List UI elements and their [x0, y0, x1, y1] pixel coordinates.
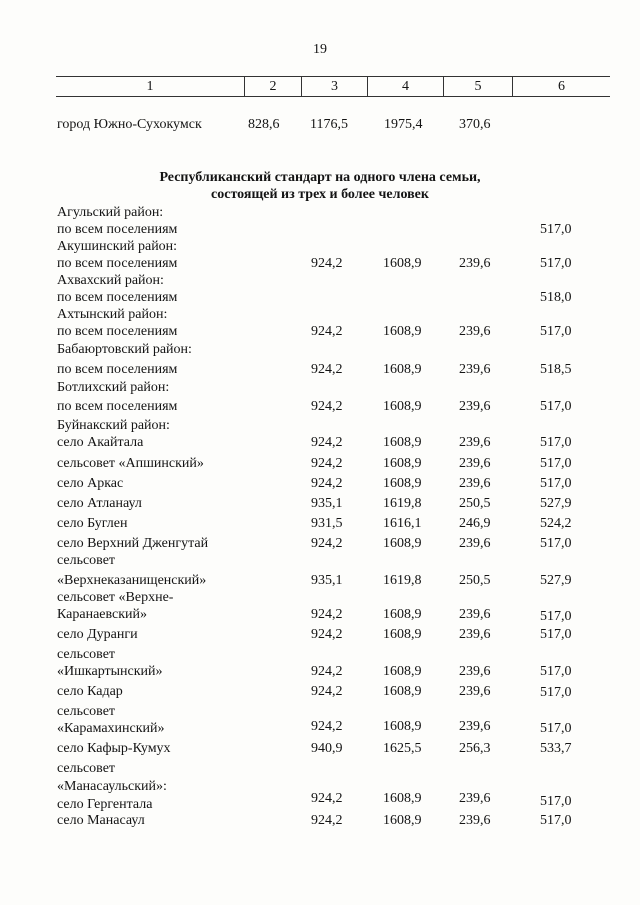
cell-col-4: 1616,1 [383, 516, 422, 531]
header-col-6: 6 [558, 79, 565, 94]
row-label: сельсовет [57, 553, 116, 568]
row-label: сельсовет «Апшинский» [57, 456, 204, 471]
row-label: «Верхнеказанищенский» [57, 573, 207, 588]
cell-col-3: 924,2 [311, 256, 343, 271]
row-label: село Верхний Дженгутай [57, 536, 209, 551]
cell-col-4: 1608,9 [383, 684, 422, 699]
cell-col-4: 1608,9 [383, 627, 422, 642]
cell-col-4: 1608,9 [383, 719, 422, 734]
cell-col-6: 518,5 [540, 362, 572, 377]
cell-col-6: 524,2 [540, 516, 572, 531]
cell-col-3: 924,2 [311, 399, 343, 414]
row-label: Ботлихский район: [57, 380, 170, 395]
row-label: по всем поселениям [57, 290, 178, 305]
row-label: «Карамахинский» [57, 721, 165, 736]
row-label: по всем поселениям [57, 362, 178, 377]
cell-col-3: 924,2 [311, 435, 343, 450]
cell-col-3: 924,2 [311, 813, 343, 828]
cell-col-4: 1608,9 [383, 362, 422, 377]
cell-col-5: 239,6 [459, 256, 491, 271]
cell-col-5: 239,6 [459, 607, 491, 622]
cell-col-5: 239,6 [459, 813, 491, 828]
cell-col-5: 246,9 [459, 516, 491, 531]
cell-col-5: 250,5 [459, 496, 491, 511]
cell-col-4: 1608,9 [383, 664, 422, 679]
cell-col-5: 239,6 [459, 627, 491, 642]
row-label: село Атланаул [57, 496, 142, 511]
cell-col-6: 517,0 [540, 813, 572, 828]
cell-col-5: 239,6 [459, 324, 491, 339]
cell-col-6: 517,0 [540, 685, 572, 700]
city-col-3: 1176,5 [310, 117, 348, 132]
row-label: село Акайтала [57, 435, 144, 450]
cell-col-6: 518,0 [540, 290, 572, 305]
row-label: село Манасаул [57, 813, 145, 828]
cell-col-5: 239,6 [459, 435, 491, 450]
row-label: сельсовет [57, 761, 116, 776]
row-label: Каранаевский» [57, 607, 148, 622]
page-number: 19 [313, 42, 327, 57]
row-label: село Дуранги [57, 627, 138, 642]
cell-col-4: 1608,9 [383, 791, 422, 806]
cell-col-3: 935,1 [311, 496, 343, 511]
cell-col-3: 931,5 [311, 516, 343, 531]
cell-col-4: 1608,9 [383, 476, 422, 491]
row-label: село Буглен [57, 516, 128, 531]
cell-col-5: 239,6 [459, 536, 491, 551]
city-col-4: 1975,4 [384, 117, 423, 132]
city-col-2: 828,6 [248, 117, 280, 132]
header-col-2: 2 [245, 77, 302, 96]
cell-col-4: 1608,9 [383, 399, 422, 414]
cell-col-5: 239,6 [459, 719, 491, 734]
row-label: сельсовет «Верхне- [57, 590, 174, 605]
row-label: Акушинский район: [57, 239, 178, 254]
header-col-5: 5 [444, 77, 513, 96]
cell-col-6: 527,9 [540, 573, 572, 588]
cell-col-5: 239,6 [459, 664, 491, 679]
row-label: «Манасаульский»: [57, 779, 167, 794]
header-col-3: 3 [302, 77, 368, 96]
cell-col-5: 239,6 [459, 362, 491, 377]
cell-col-6: 517,0 [540, 794, 572, 809]
cell-col-3: 924,2 [311, 719, 343, 734]
city-col-5: 370,6 [459, 117, 491, 132]
cell-col-4: 1608,9 [383, 435, 422, 450]
row-label: Ахвахский район: [57, 273, 164, 288]
cell-col-6: 517,0 [540, 456, 572, 471]
cell-col-6: 517,0 [540, 435, 572, 450]
cell-col-3: 924,2 [311, 324, 343, 339]
row-label: село Гергентала [57, 797, 153, 812]
cell-col-6: 517,0 [540, 627, 572, 642]
cell-col-6: 527,9 [540, 496, 572, 511]
header-col-4: 4 [368, 77, 444, 96]
cell-col-3: 924,2 [311, 791, 343, 806]
cell-col-4: 1619,8 [383, 496, 422, 511]
cell-col-6: 517,0 [540, 399, 572, 414]
cell-col-3: 924,2 [311, 456, 343, 471]
cell-col-5: 239,6 [459, 399, 491, 414]
cell-col-3: 924,2 [311, 476, 343, 491]
table-header [56, 76, 610, 97]
cell-col-5: 239,6 [459, 456, 491, 471]
cell-col-4: 1608,9 [383, 456, 422, 471]
cell-col-5: 239,6 [459, 791, 491, 806]
row-label: по всем поселениям [57, 399, 178, 414]
section-title-line-1: Республиканский стандарт на одного члена семьи, [159, 170, 481, 185]
section-title-line-2: состоящей из трех и более человек [211, 187, 429, 202]
cell-col-4: 1608,9 [383, 324, 422, 339]
row-label: «Ишкартынский» [57, 664, 163, 679]
cell-col-4: 1608,9 [383, 607, 422, 622]
row-label: Агульский район: [57, 205, 164, 220]
row-label: по всем поселениям [57, 222, 178, 237]
cell-col-5: 239,6 [459, 476, 491, 491]
cell-col-4: 1625,5 [383, 741, 422, 756]
cell-col-4: 1608,9 [383, 813, 422, 828]
row-label: по всем поселениям [57, 324, 178, 339]
cell-col-6: 517,0 [540, 664, 572, 679]
cell-col-6: 517,0 [540, 536, 572, 551]
cell-col-6: 517,0 [540, 609, 572, 624]
cell-col-3: 924,2 [311, 664, 343, 679]
cell-col-3: 924,2 [311, 362, 343, 377]
cell-col-6: 517,0 [540, 324, 572, 339]
header-col-1: 1 [56, 77, 245, 96]
cell-col-5: 256,3 [459, 741, 491, 756]
row-label: село Аркас [57, 476, 124, 491]
cell-col-3: 924,2 [311, 627, 343, 642]
cell-col-3: 924,2 [311, 536, 343, 551]
cell-col-3: 924,2 [311, 684, 343, 699]
row-label: Бабаюртовский район: [57, 342, 192, 357]
row-label: Ахтынский район: [57, 307, 168, 322]
cell-col-4: 1619,8 [383, 573, 422, 588]
cell-col-5: 239,6 [459, 684, 491, 699]
row-label: сельсовет [57, 704, 116, 719]
cell-col-6: 517,0 [540, 721, 572, 736]
cell-col-6: 517,0 [540, 256, 572, 271]
cell-col-5: 250,5 [459, 573, 491, 588]
cell-col-3: 935,1 [311, 573, 343, 588]
cell-col-6: 517,0 [540, 222, 572, 237]
row-label: село Кадар [57, 684, 123, 699]
row-label: Буйнакский район: [57, 418, 170, 433]
cell-col-4: 1608,9 [383, 536, 422, 551]
cell-col-3: 924,2 [311, 607, 343, 622]
cell-col-6: 533,7 [540, 741, 572, 756]
cell-col-4: 1608,9 [383, 256, 422, 271]
row-label: село Кафыр-Кумух [57, 741, 171, 756]
cell-col-3: 940,9 [311, 741, 343, 756]
row-label: по всем поселениям [57, 256, 178, 271]
city-name: город Южно-Сухокумск [57, 117, 202, 132]
cell-col-6: 517,0 [540, 476, 572, 491]
row-label: сельсовет [57, 647, 116, 662]
